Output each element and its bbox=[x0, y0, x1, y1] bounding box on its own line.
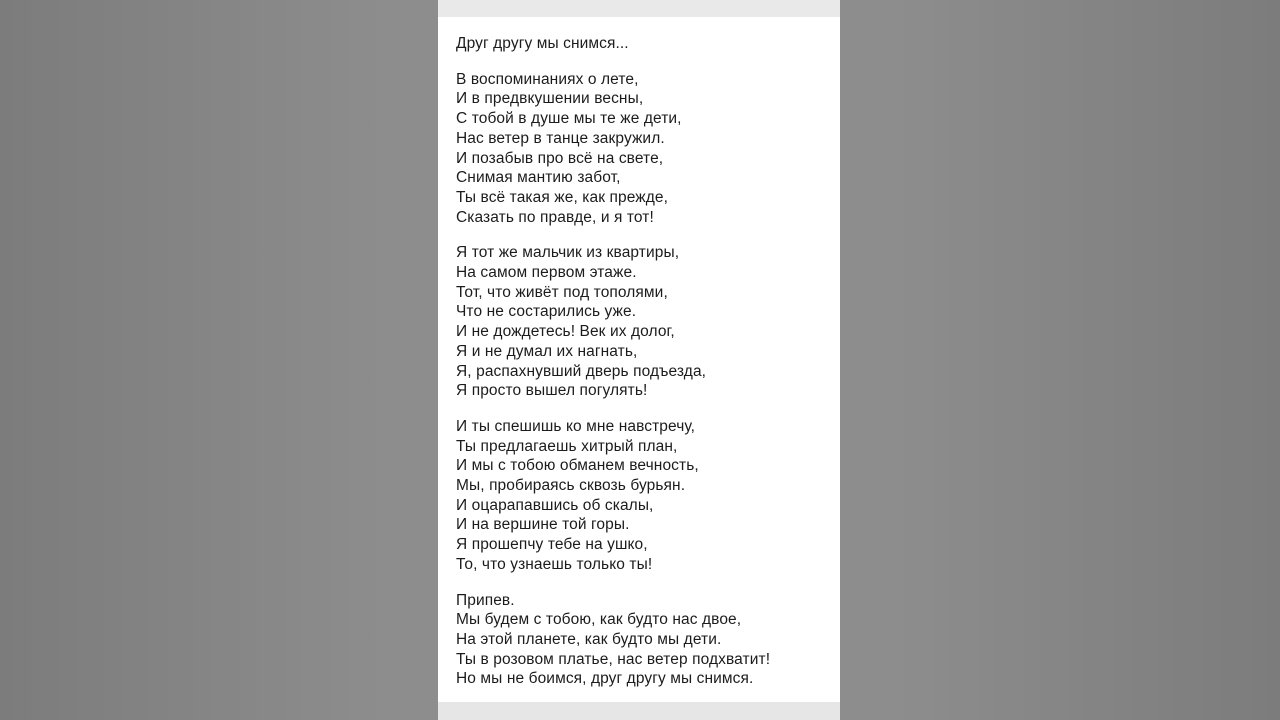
lyrics-page bbox=[438, 17, 840, 702]
lyric-line: На этой планете, как будто мы дети. bbox=[456, 630, 722, 648]
lyric-line: Ты в розовом платье, нас ветер подхватит! bbox=[456, 650, 771, 668]
top-strip bbox=[438, 0, 840, 17]
lyric-line: Я тот же мальчик из квартиры, bbox=[456, 244, 680, 262]
lyric-line: Я прошепчу тебе на ушко, bbox=[456, 536, 648, 554]
lyric-line: И в предвкушении весны, bbox=[456, 90, 644, 108]
lyric-line: Мы будем с тобою, как будто нас двое, bbox=[456, 611, 742, 629]
lyric-line: И ты спешишь ко мне навстречу, bbox=[456, 417, 696, 435]
lyric-line: Мы, пробираясь сквозь бурьян. bbox=[456, 477, 686, 495]
lyric-line: Снимая мантию забот, bbox=[456, 169, 621, 187]
stanza-3 bbox=[456, 417, 836, 575]
lyric-line: И мы с тобою обманем вечность, bbox=[456, 457, 699, 475]
lyric-line: Ты всё такая же, как прежде, bbox=[456, 188, 668, 206]
lyric-line: Я и не думал их нагнать, bbox=[456, 342, 638, 360]
lyrics-content bbox=[456, 34, 836, 689]
lyric-line: То, что узнаешь только ты! bbox=[456, 555, 653, 573]
lyric-line: Я, распахнувший дверь подъезда, bbox=[456, 362, 707, 380]
stanza-1 bbox=[456, 70, 836, 228]
lyric-line: С тобой в душе мы те же дети, bbox=[456, 110, 682, 128]
lyric-line: И оцарапавшись об скалы, bbox=[456, 496, 654, 514]
stanza-chorus bbox=[456, 591, 836, 690]
lyric-line: И на вершине той горы. bbox=[456, 516, 630, 534]
lyric-line: В воспоминаниях о лете, bbox=[456, 70, 639, 88]
lyric-line: Что не состарились уже. bbox=[456, 303, 637, 321]
chorus-label: Припев. bbox=[456, 591, 515, 609]
lyric-line: Тот, что живёт под тополями, bbox=[456, 283, 668, 301]
stanza-2 bbox=[456, 243, 836, 401]
lyric-line: И не дождетесь! Век их долог, bbox=[456, 323, 675, 341]
lyric-line: Сказать по правде, и я тот! bbox=[456, 208, 654, 226]
lyric-line: Я просто вышел погулять! bbox=[456, 382, 648, 400]
lyric-line: Но мы не боимся, друг другу мы снимся. bbox=[456, 670, 754, 688]
lyric-line: И позабыв про всё на свете, bbox=[456, 149, 664, 167]
lyric-line: Нас ветер в танце закружил. bbox=[456, 129, 665, 147]
bottom-strip bbox=[438, 702, 840, 720]
song-title: Друг другу мы снимся... bbox=[456, 35, 629, 52]
phone-screen bbox=[438, 0, 840, 720]
lyric-line: Ты предлагаешь хитрый план, bbox=[456, 437, 678, 455]
lyric-line: На самом первом этаже. bbox=[456, 264, 637, 282]
